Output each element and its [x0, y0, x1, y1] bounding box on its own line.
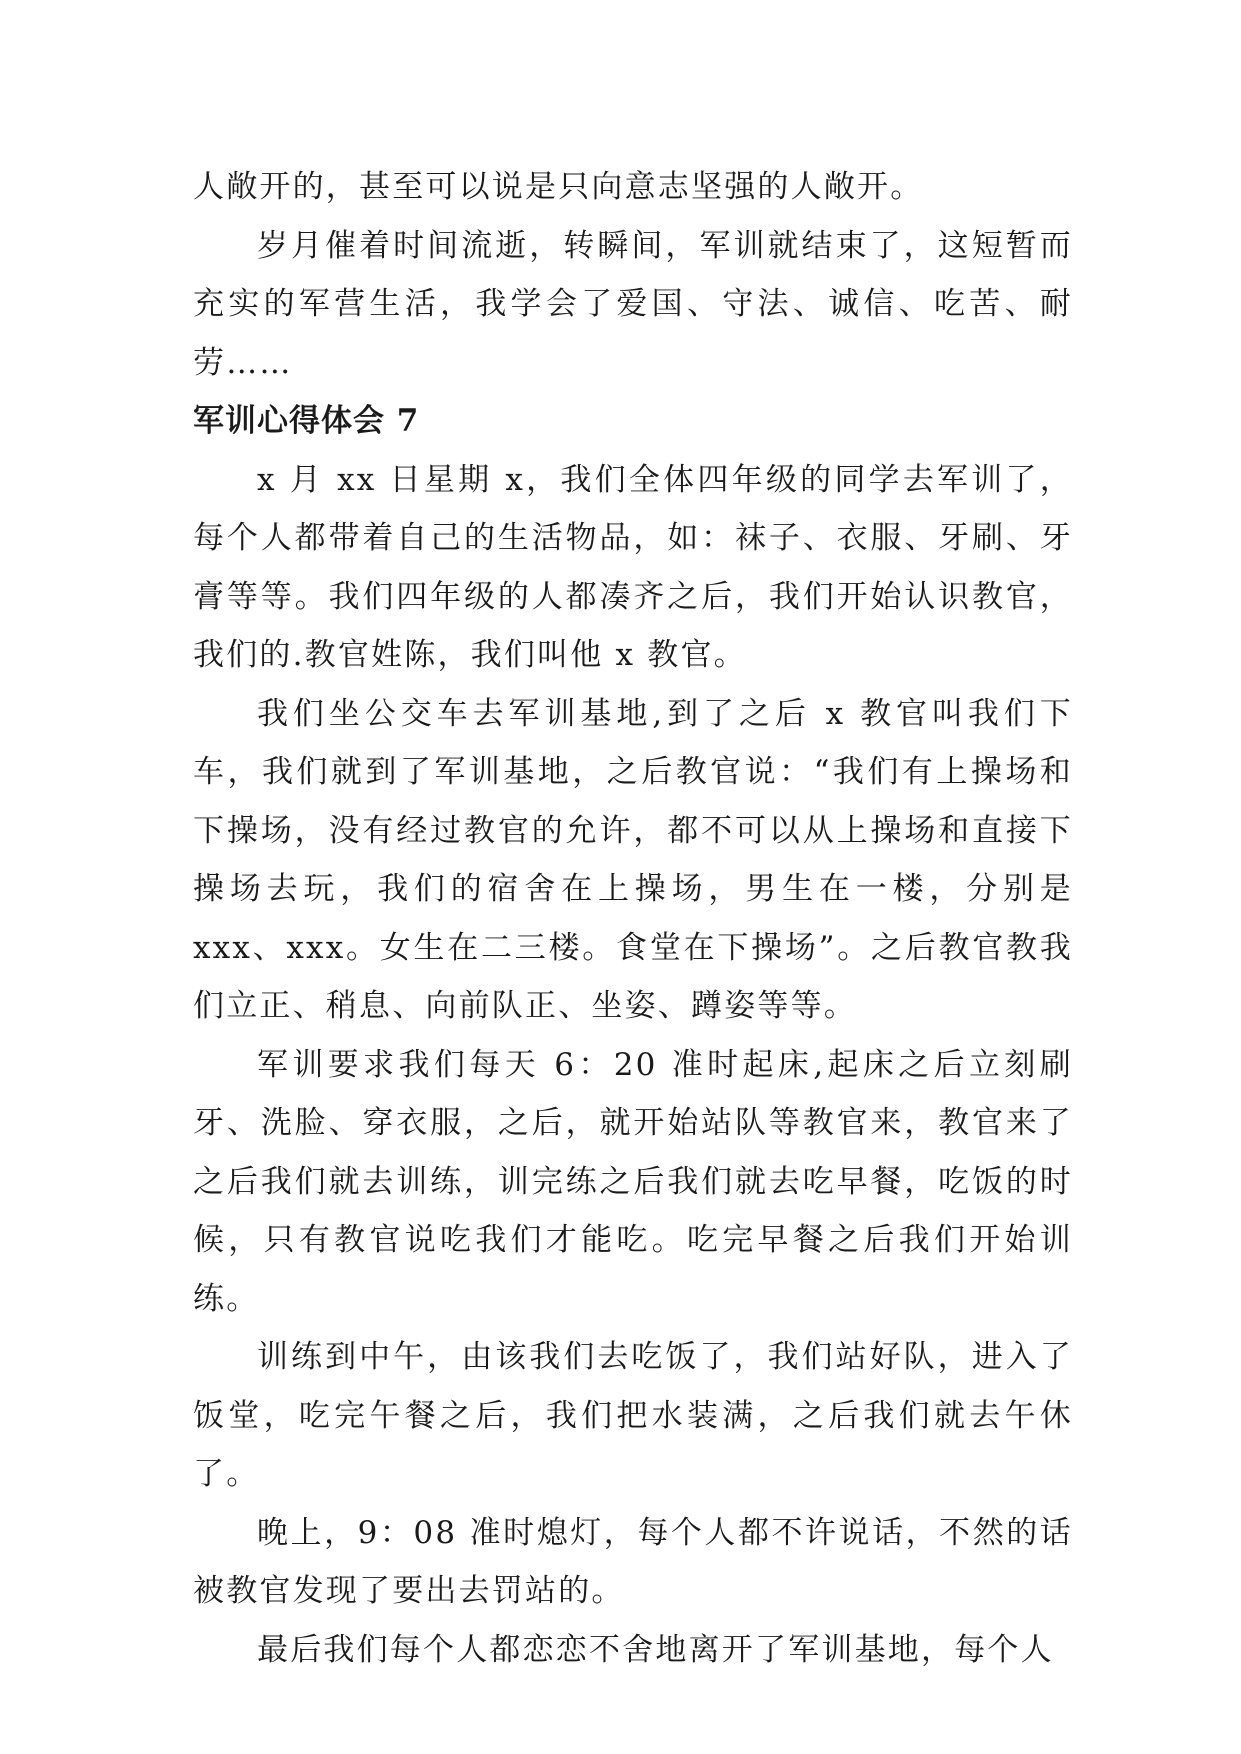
- paragraph-body-4: 训练到中午，由该我们去吃饭了，我们站好队，进入了饭堂，吃完午餐之后，我们把水装满，之后我们就去午休了。: [193, 1339, 1073, 1492]
- paragraph-body-5: 晚上，9：08 准时熄灯，每个人都不许说话，不然的话被教官发现了要出去罚站的。: [193, 1514, 1073, 1609]
- paragraph-body-2: 我们坐公交车去军训基地,到了之后 x 教官叫我们下车，我们就到了军训基地，之后教官说：“我们有上操场和下操场，没有经过教官的允许，都不可以从上操场和直接下操场去玩，我们的宿舍在上操场，男生在一楼，分别是 xxx、xxx。女生在二三楼。食堂在下操场”。之后教官教我们立正、稍息、向前队正、坐姿、蹲姿等等。: [193, 695, 1073, 1024]
- section-heading: 军训心得体会 7: [193, 403, 420, 439]
- paragraph-ending-reflection: 岁月催着时间流逝，转瞬间，军训就结束了，这短暂而充实的军营生活，我学会了爱国、守法、诚信、吃苦、耐劳……: [193, 227, 1073, 381]
- paragraph-body-1: x 月 xx 日星期 x，我们全体四年级的同学去军训了，每个人都带着自己的生活物品，如：袜子、衣服、牙刷、牙膏等等。我们四年级的人都凑齐之后，我们开始认识教官，我们的.教官姓陈，我们叫他 x 教官。: [193, 461, 1073, 673]
- document-body: [193, 158, 1073, 1679]
- paragraph-body-6: 最后我们每个人都恋恋不舍地离开了军训基地，每个人: [257, 1631, 1054, 1668]
- paragraph-body-3: 军训要求我们每天 6：20 准时起床,起床之后立刻刷牙、洗脸、穿衣服，之后，就开始站队等教官来，教官来了之后我们就去训练，训完练之后我们就去吃早餐，吃饭的时候，只有教官说吃我们才能吃。吃完早餐之后我们开始训练。: [193, 1046, 1073, 1317]
- paragraph-continuation: 人敞开的，甚至可以说是只向意志坚强的人敞开。: [193, 169, 924, 205]
